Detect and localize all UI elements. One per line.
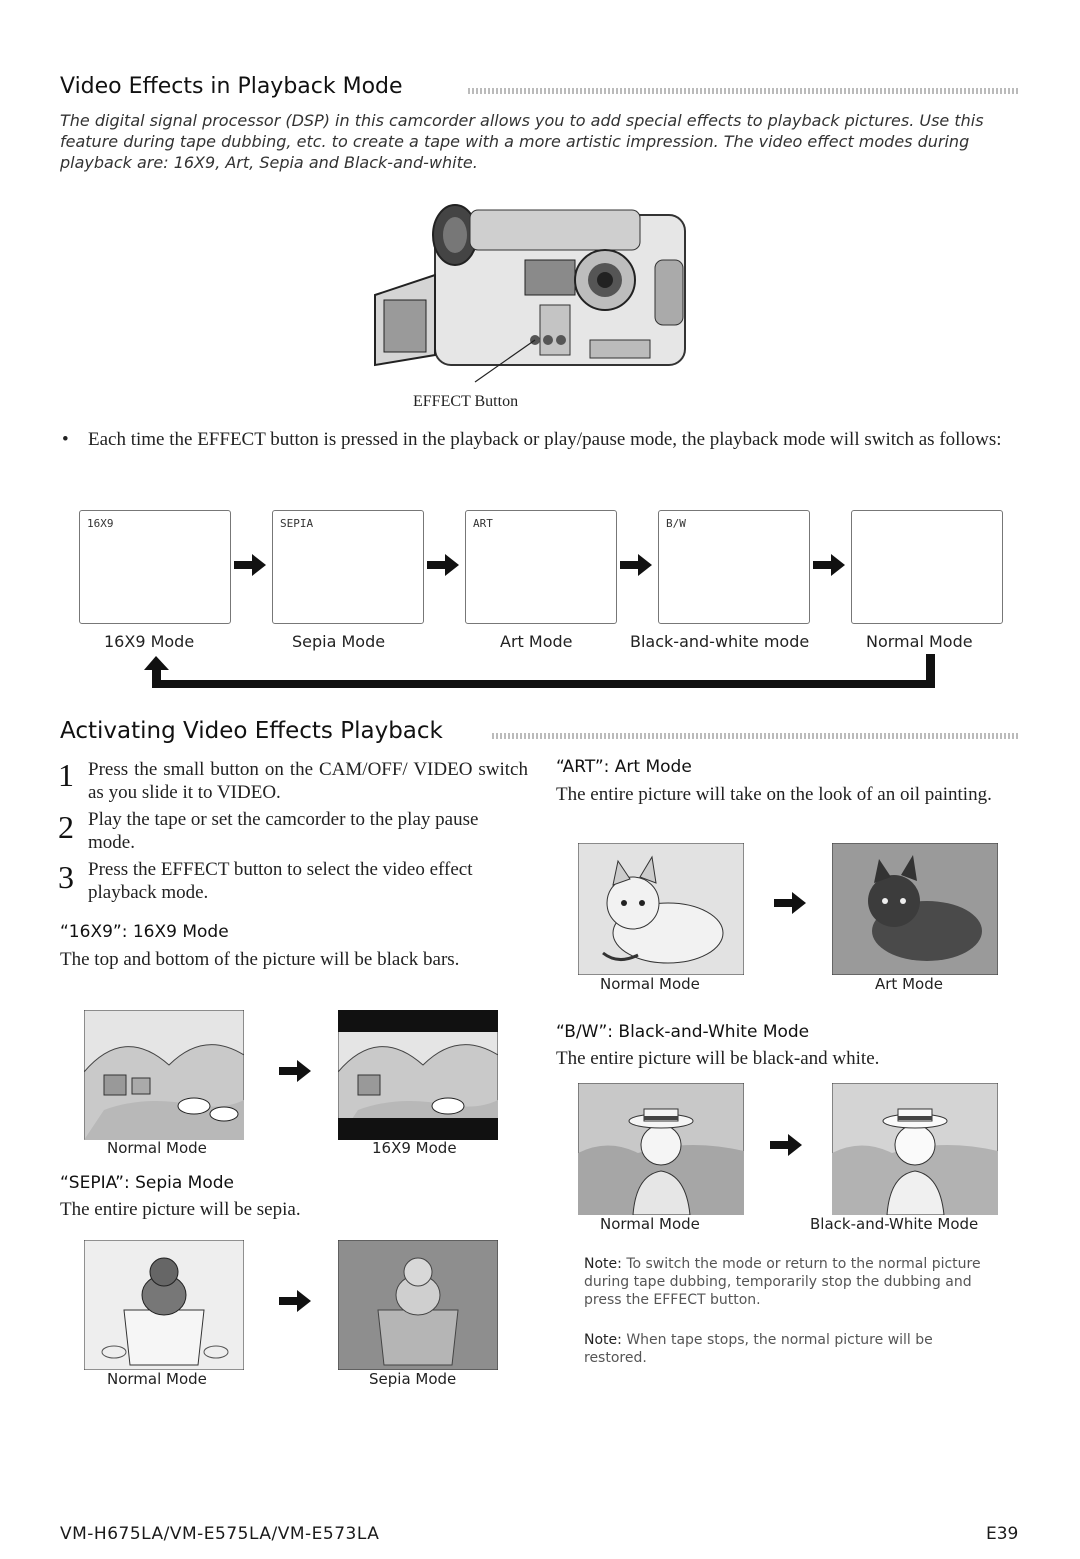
mode-screen-label: 16X9 — [87, 517, 114, 530]
return-loop-arrow — [140, 652, 940, 692]
mode-screen-bw — [658, 510, 810, 624]
chipmunk-normal-image — [84, 1240, 244, 1370]
subheading-art: “ART”: Art Mode — [556, 757, 692, 777]
camcorder-illustration — [360, 190, 700, 390]
arrow-right-icon — [811, 552, 847, 578]
page-number: E39 — [986, 1524, 1019, 1544]
caption-normal-mode: Normal Mode — [107, 1370, 207, 1388]
arrow-right-icon — [277, 1058, 313, 1084]
caption-sepia-mode: Sepia Mode — [369, 1370, 457, 1388]
landscape-normal-image — [84, 1010, 244, 1140]
mode-caption-bw: Black-and-white mode — [630, 632, 810, 651]
mode-caption-16x9: 16X9 Mode — [104, 632, 195, 651]
step-text: Press the EFFECT button to select the video effect playback mode. — [88, 859, 473, 903]
note-text: When tape stops, the normal picture will be restored. — [584, 1332, 933, 1366]
step-text: Play the tape or set the camcorder to the play pause mode. — [88, 809, 479, 853]
section-title-activating: Activating Video Effects Playback — [60, 718, 443, 744]
step-number: 3 — [58, 859, 74, 895]
arrow-right-icon — [277, 1288, 313, 1314]
note-label: Note: — [584, 1256, 622, 1272]
mode-screen-16x9 — [79, 510, 231, 624]
arrow-right-icon — [772, 890, 808, 916]
mode-caption-sepia: Sepia Mode — [292, 632, 386, 651]
note-tape-stop — [584, 1331, 994, 1367]
note-label: Note: — [584, 1332, 622, 1348]
subheading-16x9: “16X9”: 16X9 Mode — [60, 922, 229, 942]
caption-art-mode: Art Mode — [875, 975, 943, 993]
arrow-right-icon — [768, 1132, 804, 1158]
kitten-art-image — [832, 843, 998, 975]
title-rule — [492, 733, 1020, 739]
girl-normal-image — [578, 1083, 744, 1215]
step-number: 2 — [58, 809, 74, 845]
mode-screen-normal — [851, 510, 1003, 624]
caption-16x9-mode: 16X9 Mode — [372, 1139, 457, 1157]
mode-screen-label: B/W — [666, 517, 686, 530]
intro-paragraph: The digital signal processor (DSP) in this camcorder allows you to add special effects to playback pictures. Use this feature during tape dubbing, etc. to create a tape with a more artistic impression. The video effect modes during playback are: 16X9, Art, Sepia and Black-and-white. — [60, 111, 984, 172]
step-number: 1 — [58, 757, 74, 793]
caption-normal-mode: Normal Mode — [600, 1215, 700, 1233]
bullet-dot: • — [62, 429, 69, 450]
caption-bw-mode: Black-and-White Mode — [810, 1215, 979, 1233]
footer-model: VM-H675LA/VM-E575LA/VM-E573LA — [60, 1524, 380, 1544]
caption-normal-mode: Normal Mode — [107, 1139, 207, 1157]
text-art: The entire picture will take on the look of an oil painting. — [556, 784, 992, 805]
subheading-sepia: “SEPIA”: Sepia Mode — [60, 1173, 234, 1193]
title-rule — [468, 88, 1020, 94]
chipmunk-sepia-image — [338, 1240, 498, 1370]
mode-caption-normal: Normal Mode — [866, 632, 973, 651]
text-sepia: The entire picture will be sepia. — [60, 1199, 301, 1220]
girl-bw-image — [832, 1083, 998, 1215]
arrow-right-icon — [425, 552, 461, 578]
bullet-text: Each time the EFFECT button is pressed in the playback or play/pause mode, the playback mode will switch as follows: — [88, 429, 1002, 450]
text-16x9: The top and bottom of the picture will be black bars. — [60, 949, 460, 970]
mode-caption-art: Art Mode — [500, 632, 573, 651]
section-title-playback-effects: Video Effects in Playback Mode — [60, 74, 403, 99]
text-bw: The entire picture will be black-and white. — [556, 1048, 880, 1069]
mode-screen-label: SEPIA — [280, 517, 314, 530]
step-text: Press the small button on the CAM/OFF/ VIDEO switch as you slide it to VIDEO. — [88, 759, 528, 803]
subheading-bw: “B/W”: Black-and-White Mode — [556, 1022, 810, 1042]
note-text: To switch the mode or return to the normal picture during tape dubbing, temporarily stop the dubbing and press the EFFECT button. — [584, 1256, 981, 1308]
arrow-right-icon — [232, 552, 268, 578]
note-dubbing — [584, 1255, 994, 1309]
mode-screen-sepia — [272, 510, 424, 624]
kitten-normal-image — [578, 843, 744, 975]
mode-screen-label: ART — [473, 517, 493, 530]
effect-button-label: EFFECT Button — [413, 393, 519, 410]
caption-normal-mode: Normal Mode — [600, 975, 700, 993]
landscape-16x9-image — [338, 1010, 498, 1140]
mode-screen-art — [465, 510, 617, 624]
arrow-right-icon — [618, 552, 654, 578]
